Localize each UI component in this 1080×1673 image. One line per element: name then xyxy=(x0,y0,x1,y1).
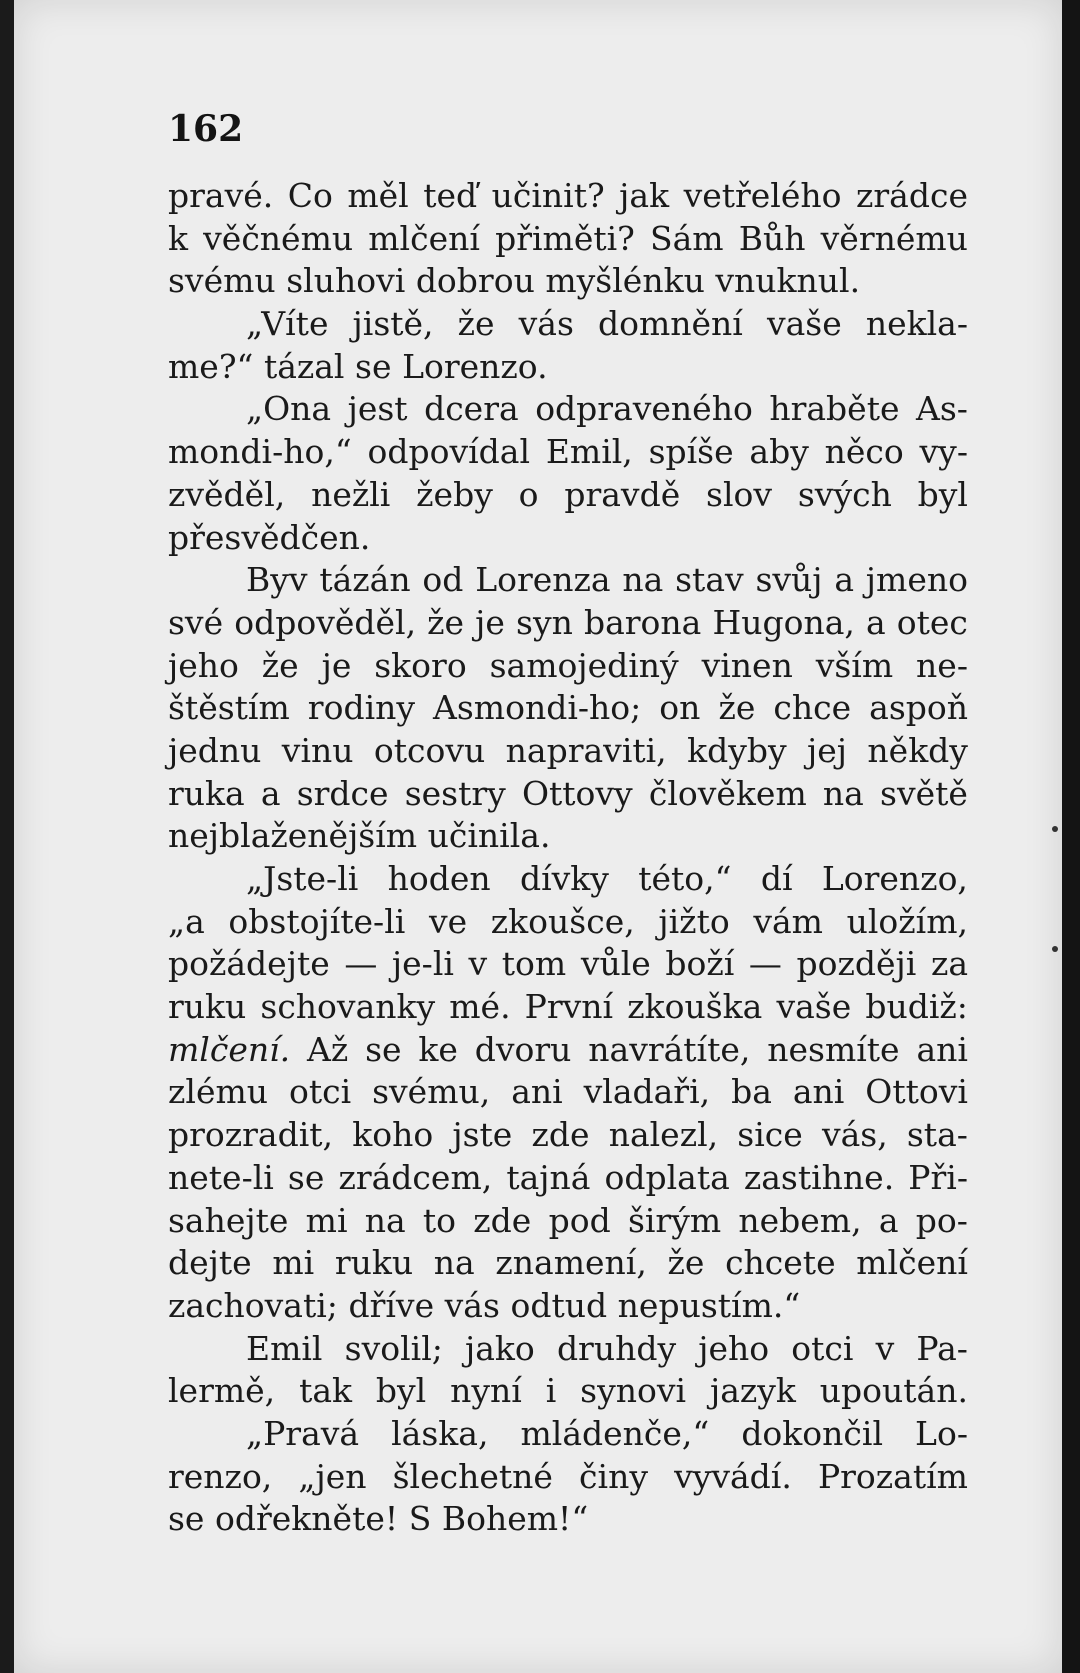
word: zachovati; xyxy=(168,1285,338,1325)
word: na xyxy=(433,1243,475,1283)
word: jistě, xyxy=(352,304,434,344)
word: na xyxy=(622,560,664,600)
word: hraběte xyxy=(769,389,900,429)
word: o xyxy=(518,474,539,514)
word: druhdy xyxy=(556,1328,677,1368)
word: po- xyxy=(915,1200,968,1240)
text-line xyxy=(168,175,968,218)
word: aby xyxy=(749,432,809,472)
word: k xyxy=(168,218,188,258)
text-line xyxy=(168,602,968,645)
word: jako xyxy=(465,1328,535,1368)
word: ve xyxy=(428,901,468,941)
text-line xyxy=(168,559,968,602)
word: otec xyxy=(896,602,968,642)
word: spíše xyxy=(648,432,734,472)
word: ba xyxy=(731,1072,772,1112)
word: později xyxy=(796,944,917,984)
word: odtud xyxy=(510,1285,608,1325)
word: vás xyxy=(444,1285,500,1325)
word: svůj xyxy=(755,560,823,600)
word: ruka xyxy=(168,773,245,813)
word: dívky xyxy=(519,859,609,898)
word: zlému xyxy=(168,1072,269,1112)
word: vinen xyxy=(701,645,793,685)
word: Sám xyxy=(650,218,724,258)
word: této,“ xyxy=(638,859,732,898)
word: požádejte xyxy=(168,944,330,984)
word: na xyxy=(822,773,864,813)
word: sluhovi xyxy=(286,261,406,301)
word: chcete xyxy=(725,1243,836,1283)
word: světě xyxy=(880,773,968,813)
text-line xyxy=(168,687,968,730)
word: Až xyxy=(307,1029,349,1069)
word: učinit? xyxy=(491,176,605,215)
word: Asmondi-ho; xyxy=(433,688,642,728)
word: svému xyxy=(168,261,276,301)
word: je-li xyxy=(391,944,454,984)
word: vám xyxy=(753,901,823,941)
word: pod xyxy=(548,1200,611,1240)
word: Lo- xyxy=(915,1413,968,1453)
word: upoután. xyxy=(819,1371,968,1411)
word: boží xyxy=(665,944,735,984)
text-line xyxy=(168,730,968,773)
word: vy- xyxy=(919,432,968,472)
word: schovanky xyxy=(260,987,436,1027)
page-number: 162 xyxy=(168,108,244,150)
word: dokončil xyxy=(741,1413,884,1453)
word: sta- xyxy=(906,1115,968,1155)
word: v xyxy=(468,944,488,984)
word: věrnému xyxy=(820,218,968,258)
word: vnuknul. xyxy=(715,261,861,301)
word: jest xyxy=(347,389,408,429)
word: byl xyxy=(917,474,968,514)
word: „jen xyxy=(298,1456,367,1496)
word: rodiny xyxy=(307,688,416,728)
word: mlčení. xyxy=(168,1029,291,1069)
word: své xyxy=(168,602,224,642)
text-line xyxy=(168,1285,968,1328)
word: kdyby xyxy=(687,730,787,770)
word: uložím, xyxy=(846,901,968,941)
word: dobrou xyxy=(415,261,535,301)
word: stav xyxy=(675,560,744,600)
word: myšlénku xyxy=(545,261,705,301)
text-line xyxy=(168,858,968,901)
word: me?“ xyxy=(168,346,254,386)
word: Prozatím xyxy=(817,1456,968,1496)
word: učinila. xyxy=(427,816,551,856)
word: nalezl, xyxy=(608,1115,719,1155)
word: něco xyxy=(824,432,904,472)
word: vetřelého xyxy=(683,176,842,215)
word: odřekněte! xyxy=(215,1499,399,1539)
text-line xyxy=(168,1114,968,1157)
word: zrádce xyxy=(856,176,968,215)
word: jazyk xyxy=(709,1371,796,1411)
word: dí xyxy=(760,859,793,898)
word: mi xyxy=(305,1200,348,1240)
word: láska, xyxy=(391,1413,489,1453)
word: aspoň xyxy=(869,688,968,728)
word: nežli xyxy=(311,474,391,514)
word: Hugona, xyxy=(712,602,855,642)
word: věčnému xyxy=(203,218,354,258)
word: tom xyxy=(501,944,567,984)
word: svolil; xyxy=(344,1328,443,1368)
word: nebem, xyxy=(738,1200,862,1240)
word: domnění xyxy=(597,304,743,344)
word: Emil, xyxy=(545,432,633,472)
word: navrátíte, xyxy=(588,1029,751,1069)
word: Emil xyxy=(246,1328,323,1368)
body-text xyxy=(168,175,968,1541)
word: slov xyxy=(706,474,773,514)
word: S xyxy=(408,1499,432,1539)
text-line xyxy=(168,1242,968,1285)
word: širým xyxy=(627,1200,722,1240)
word: vás xyxy=(518,304,574,344)
word: mi xyxy=(272,1243,315,1283)
word: znamení, xyxy=(495,1243,647,1283)
word: Co xyxy=(287,176,333,215)
word: Pa- xyxy=(916,1328,968,1368)
word: „Víte xyxy=(246,304,329,344)
word: šlechetné xyxy=(392,1456,553,1496)
word: vůle xyxy=(580,944,651,984)
word: i xyxy=(545,1371,557,1411)
text-line xyxy=(168,773,968,816)
word: As- xyxy=(916,389,968,429)
text-line xyxy=(168,474,968,517)
word: Při- xyxy=(908,1157,968,1197)
word: Byv xyxy=(246,560,308,600)
word: ani xyxy=(792,1072,845,1112)
word: vás, xyxy=(821,1115,888,1155)
word: zde xyxy=(531,1115,590,1155)
word: „a xyxy=(168,901,205,941)
word: a xyxy=(878,1200,899,1240)
word: pravdě xyxy=(564,474,681,514)
word: štěstím xyxy=(168,688,290,728)
word: „Ona xyxy=(246,389,332,429)
word: Bohem!“ xyxy=(441,1499,589,1539)
word: zrádcem, xyxy=(338,1157,493,1197)
word: otcovu xyxy=(373,730,486,770)
word: mládenče,“ xyxy=(520,1413,710,1453)
word: prozradit, xyxy=(168,1115,334,1155)
word: chce xyxy=(773,688,852,728)
word: Lorenzo, xyxy=(821,859,968,898)
word: otci xyxy=(791,1328,854,1368)
word: srdce xyxy=(296,773,389,813)
word: člověkem xyxy=(648,773,807,813)
word: byl xyxy=(375,1371,427,1411)
word: dcera xyxy=(424,389,519,429)
text-line xyxy=(168,986,968,1029)
word: Lorenzo. xyxy=(402,346,548,386)
word: Lorenza xyxy=(475,560,611,600)
word: sahejte xyxy=(168,1200,289,1240)
word: jmeno xyxy=(865,560,968,600)
word: v xyxy=(875,1328,895,1368)
word: svému, xyxy=(372,1072,491,1112)
word: — xyxy=(344,944,378,984)
word: ani xyxy=(916,1029,968,1069)
word: nepustím.“ xyxy=(617,1285,801,1325)
word: svých xyxy=(797,474,892,514)
word: napraviti, xyxy=(505,730,667,770)
text-line xyxy=(168,815,968,858)
word: syn xyxy=(516,602,573,642)
text-line xyxy=(168,346,968,389)
word: ke xyxy=(418,1029,458,1069)
word: nyní xyxy=(450,1371,522,1411)
word: odplata xyxy=(604,1157,730,1197)
word: vaše xyxy=(766,304,842,344)
word: vladaři, xyxy=(583,1072,711,1112)
word: teď xyxy=(423,176,478,215)
word: První xyxy=(524,987,614,1027)
word: odpraveného xyxy=(535,389,753,429)
word: že xyxy=(718,688,756,728)
text-line xyxy=(168,1413,968,1456)
text-line xyxy=(168,1157,968,1200)
text-line xyxy=(168,645,968,688)
word: žeby xyxy=(416,474,493,514)
text-line xyxy=(168,901,968,944)
word: je xyxy=(321,645,352,685)
word: jeho xyxy=(698,1328,770,1368)
word: se xyxy=(287,1157,325,1197)
word: odpověděl, xyxy=(234,602,417,642)
word: měl xyxy=(347,176,409,215)
word: vyvádí. xyxy=(674,1456,792,1496)
word: na xyxy=(364,1200,406,1240)
word: vaše xyxy=(776,987,852,1027)
text-line xyxy=(168,1200,968,1243)
word: ruku xyxy=(334,1243,414,1283)
word: tázán xyxy=(319,560,411,600)
word: nete-li xyxy=(168,1157,274,1197)
word: sice xyxy=(737,1115,803,1155)
word: Bůh xyxy=(738,218,806,258)
word: Ottovi xyxy=(865,1072,968,1112)
word: zde xyxy=(473,1200,532,1240)
word: synovi xyxy=(580,1371,687,1411)
text-line xyxy=(168,1456,968,1499)
word: ruku xyxy=(168,987,247,1027)
word: se xyxy=(355,346,392,386)
word: přiměti? xyxy=(495,218,635,258)
word: mé. xyxy=(449,987,511,1027)
word: jeho xyxy=(168,645,239,685)
word: — xyxy=(748,944,782,984)
scan-edge xyxy=(1062,0,1080,1673)
word: jej xyxy=(807,730,848,770)
text-line xyxy=(168,260,968,303)
word: a xyxy=(865,602,886,642)
text-line xyxy=(168,1498,968,1541)
word: skoro xyxy=(374,645,467,685)
word: koho xyxy=(352,1115,434,1155)
word: a xyxy=(834,560,854,600)
word: někdy xyxy=(867,730,968,770)
word: vším xyxy=(815,645,894,685)
word: jižto xyxy=(658,901,730,941)
word: zastihne. xyxy=(743,1157,895,1197)
text-line xyxy=(168,431,968,474)
word: ne- xyxy=(916,645,968,685)
word: nesmíte xyxy=(767,1029,900,1069)
word: se xyxy=(168,1499,205,1539)
text-line xyxy=(168,1071,968,1114)
text-line xyxy=(168,218,968,261)
text-line xyxy=(168,388,968,431)
word: že xyxy=(261,645,299,685)
text-line xyxy=(168,303,968,346)
word: tak xyxy=(299,1371,352,1411)
word: obstojíte-li xyxy=(228,901,406,941)
word: samojediný xyxy=(489,645,679,685)
text-line xyxy=(168,1370,968,1413)
word: a xyxy=(260,773,281,813)
word: sestry xyxy=(404,773,506,813)
word: je xyxy=(475,602,505,642)
word: od xyxy=(422,560,464,600)
word: to xyxy=(422,1200,457,1240)
word: hoden xyxy=(387,859,491,898)
word: Ottovy xyxy=(521,773,633,813)
word: tajná xyxy=(506,1157,591,1197)
scan-speck xyxy=(1052,826,1058,832)
word: dvoru xyxy=(474,1029,572,1069)
word: otci xyxy=(288,1072,352,1112)
word: zvěděl, xyxy=(168,474,286,514)
text-line xyxy=(168,943,968,986)
word: barona xyxy=(583,602,702,642)
word: tázal xyxy=(263,346,345,386)
word: pravé. xyxy=(168,176,274,215)
word: on xyxy=(659,688,701,728)
word: že xyxy=(457,304,495,344)
word: ani xyxy=(511,1072,563,1112)
word: že xyxy=(667,1243,705,1283)
text-line xyxy=(168,1029,968,1072)
word: zkouška xyxy=(627,987,763,1027)
word: činy xyxy=(579,1456,648,1496)
word: jak xyxy=(619,176,670,215)
text-line xyxy=(168,517,968,560)
word: za xyxy=(930,944,968,984)
word: „Pravá xyxy=(246,1413,360,1453)
word: mondi-ho,“ xyxy=(168,432,352,472)
word: budiž: xyxy=(865,987,968,1027)
word: že xyxy=(427,602,465,642)
word: mlčení xyxy=(856,1243,968,1283)
text-line xyxy=(168,1328,968,1371)
word: odpovídal xyxy=(367,432,531,472)
word: lermě, xyxy=(168,1371,276,1411)
word: nejblaženějším xyxy=(168,816,418,856)
word: mlčení xyxy=(368,218,480,258)
word: se xyxy=(365,1029,402,1069)
word: jste xyxy=(452,1115,513,1155)
word: vinu xyxy=(281,730,354,770)
word: dříve xyxy=(348,1285,435,1325)
word: dejte xyxy=(168,1243,252,1283)
word: renzo, xyxy=(168,1456,273,1496)
scan-speck xyxy=(1052,946,1058,952)
word: „Jste-li xyxy=(246,859,359,898)
word: přesvědčen. xyxy=(168,517,371,557)
word: nekla- xyxy=(865,304,968,344)
word: jednu xyxy=(168,730,262,770)
word: zkoušce, xyxy=(490,901,635,941)
